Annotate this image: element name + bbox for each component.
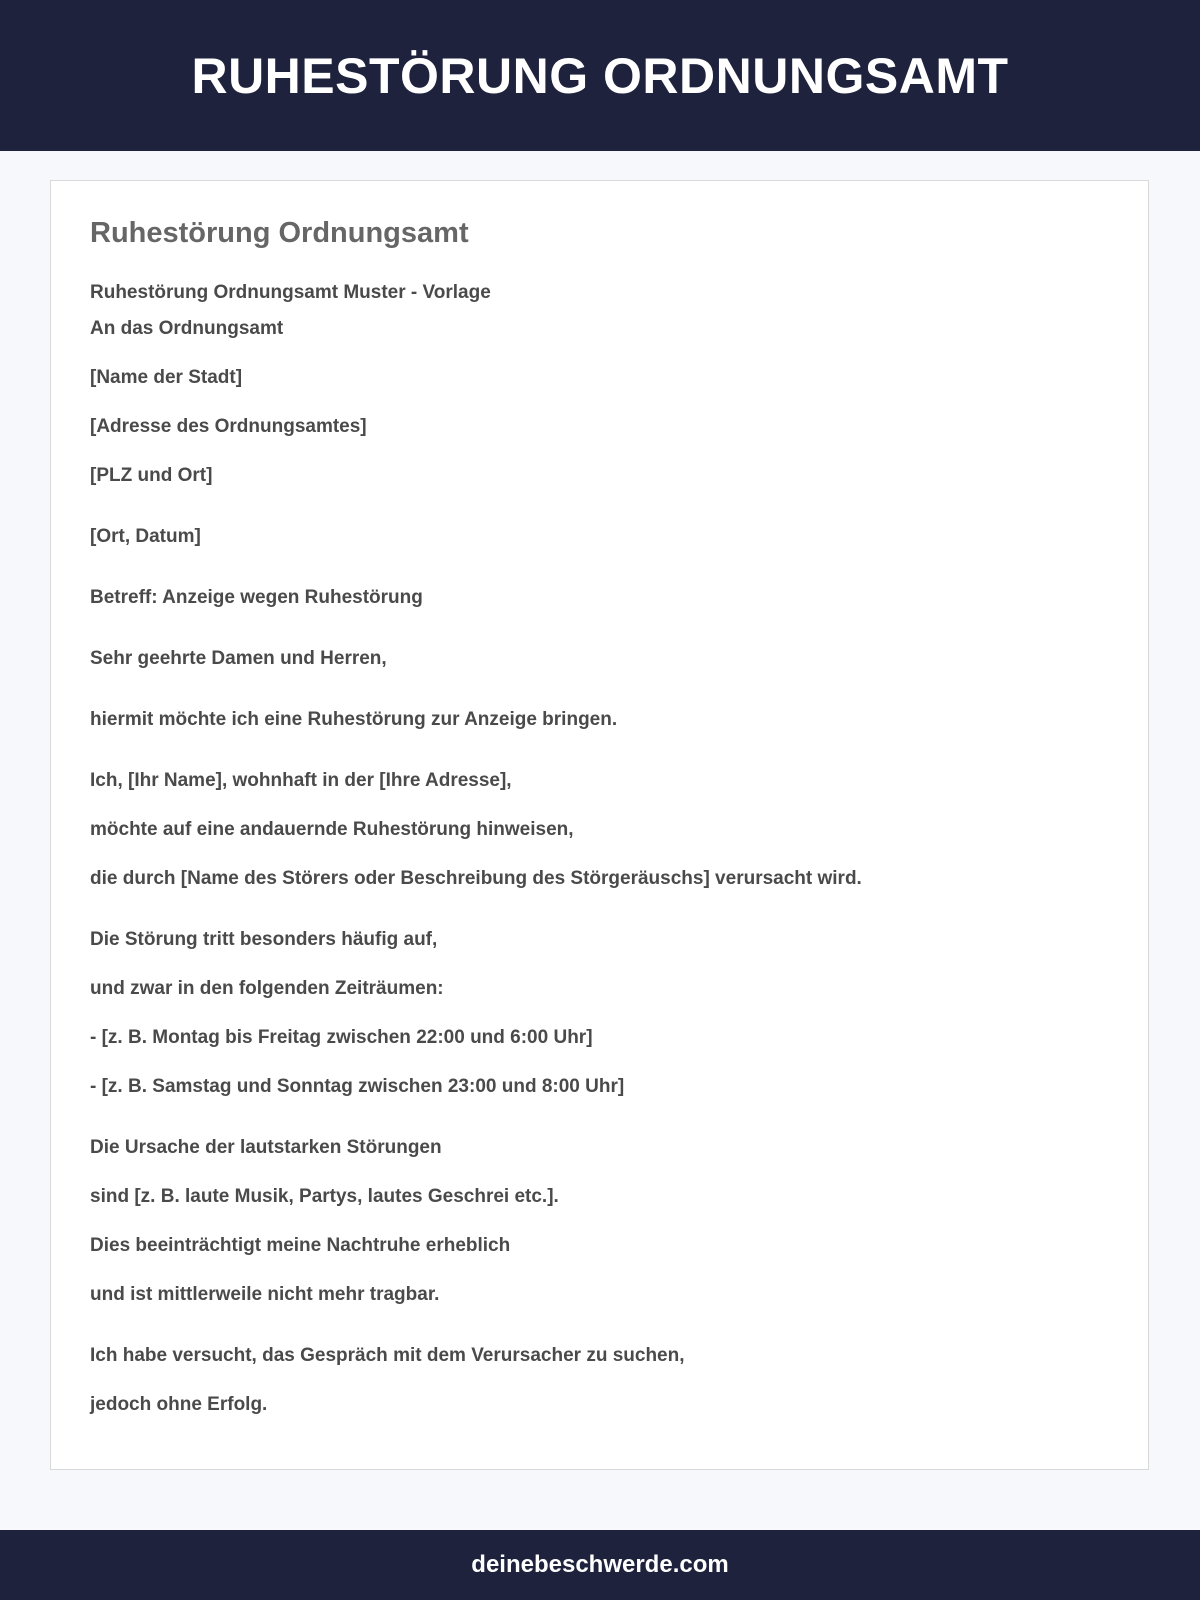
time-period-item: - [z. B. Montag bis Freitag zwischen 22:00 und 6:00 Uhr] bbox=[90, 1027, 593, 1048]
header-title: RUHESTÖRUNG ORDNUNGSAMT bbox=[191, 47, 1009, 104]
body-paragraph-line: Dies beeinträchtigt meine Nachtruhe erheblich bbox=[90, 1235, 511, 1256]
body-paragraph-line: die durch [Name des Störers oder Beschreibung des Störgeräuschs] verursacht wird. bbox=[90, 868, 862, 889]
body-paragraph-line: hiermit möchte ich eine Ruhestörung zur Anzeige bringen. bbox=[90, 709, 618, 730]
body-paragraph-line: und ist mittlerweile nicht mehr tragbar. bbox=[90, 1284, 440, 1305]
body-paragraph-line: sind [z. B. laute Musik, Partys, lautes Geschrei etc.]. bbox=[90, 1186, 559, 1207]
letter-subtitle: Ruhestörung Ordnungsamt Muster - Vorlage bbox=[90, 282, 491, 303]
page-header bbox=[0, 0, 1200, 151]
document-title: Ruhestörung Ordnungsamt bbox=[90, 217, 469, 249]
place-date: [Ort, Datum] bbox=[90, 526, 201, 547]
recipient-zip-city: [PLZ und Ort] bbox=[90, 465, 213, 486]
time-period-item: - [z. B. Samstag und Sonntag zwischen 23:00 und 8:00 Uhr] bbox=[90, 1076, 625, 1097]
body-paragraph-line: möchte auf eine andauernde Ruhestörung hinweisen, bbox=[90, 819, 574, 840]
recipient-city: [Name der Stadt] bbox=[90, 367, 243, 388]
page-footer bbox=[0, 1530, 1200, 1600]
body-paragraph-line: und zwar in den folgenden Zeiträumen: bbox=[90, 978, 444, 999]
footer-site-name: deinebeschwerde.com bbox=[471, 1551, 729, 1578]
body-paragraph-line: Ich, [Ihr Name], wohnhaft in der [Ihre Adresse], bbox=[90, 770, 512, 791]
salutation: Sehr geehrte Damen und Herren, bbox=[90, 648, 387, 669]
recipient-line: An das Ordnungsamt bbox=[90, 318, 284, 339]
body-paragraph-line: Die Störung tritt besonders häufig auf, bbox=[90, 929, 438, 950]
subject-line: Betreff: Anzeige wegen Ruhestörung bbox=[90, 587, 423, 608]
recipient-address: [Adresse des Ordnungsamtes] bbox=[90, 416, 367, 437]
body-paragraph-line: jedoch ohne Erfolg. bbox=[90, 1394, 268, 1415]
body-paragraph-line: Die Ursache der lautstarken Störungen bbox=[90, 1137, 442, 1158]
letter-card bbox=[50, 180, 1149, 1470]
body-paragraph-line: Ich habe versucht, das Gespräch mit dem Verursacher zu suchen, bbox=[90, 1345, 685, 1366]
